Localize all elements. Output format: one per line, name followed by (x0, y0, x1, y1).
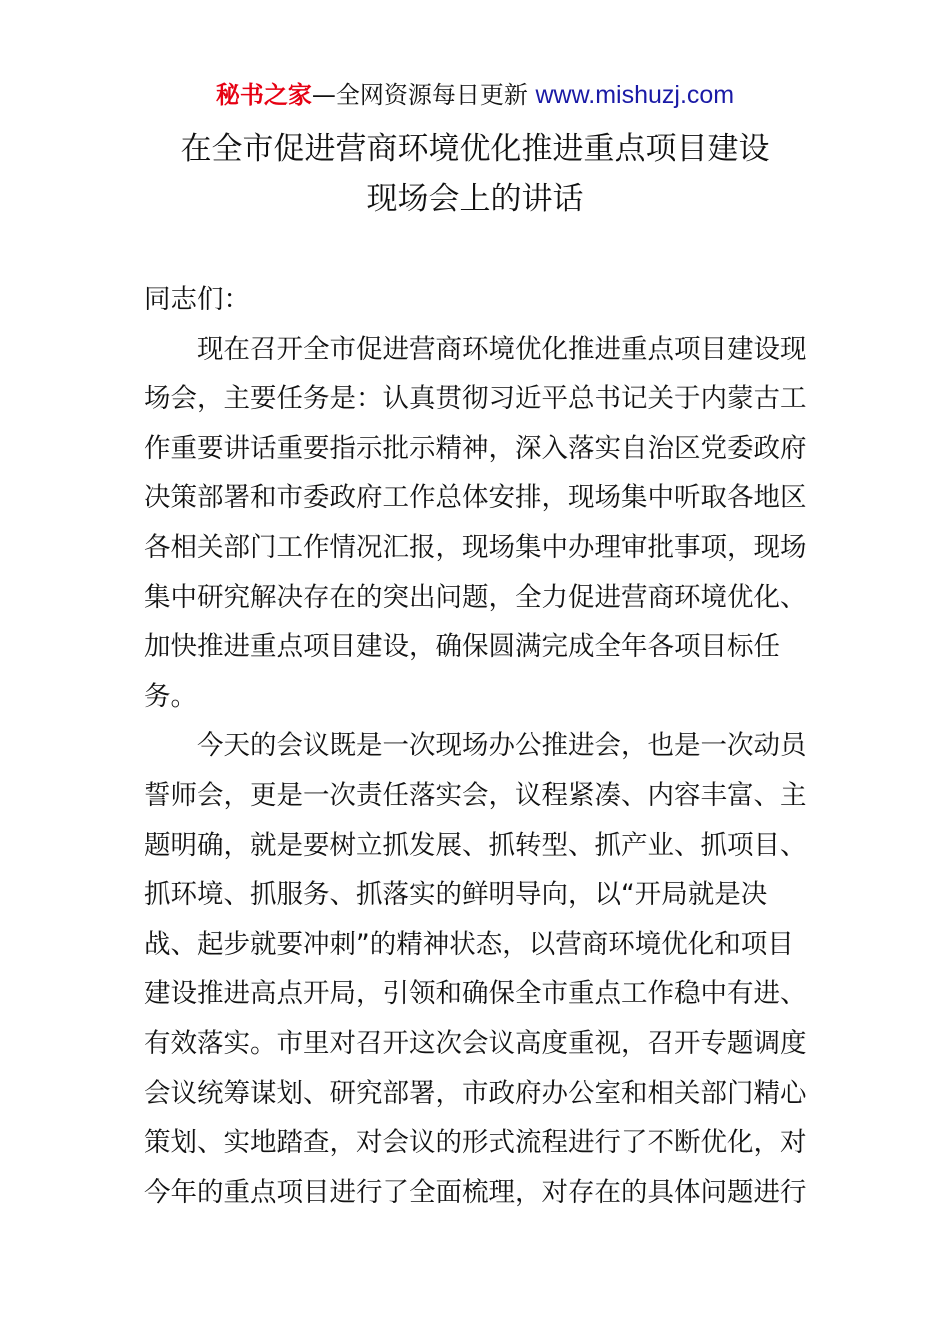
text-line: 战、起步就要冲刺”的精神状态，以营商环境优化和项目 (144, 928, 794, 960)
paragraph-1 (144, 325, 806, 722)
document-body (144, 275, 806, 1217)
text-line: 加快推进重点项目建设，确保圆满完成全年各项目标任 (144, 631, 780, 663)
brand-name: 秘书之家 (215, 81, 312, 109)
text-line: 作重要讲话重要指示批示精神，深入落实自治区党委政府 (144, 432, 807, 464)
site-url-link[interactable]: www.mishuzj.com (535, 81, 735, 109)
paragraph-2 (144, 721, 806, 1217)
text-line: 建设推进高点开局，引领和确保全市重点工作稳中有进、 (144, 978, 807, 1010)
text-line: 场会，主要任务是：认真贯彻习近平总书记关于内蒙古工 (144, 383, 807, 415)
text-line: 有效落实。市里对召开这次会议高度重视，召开专题调度 (144, 1027, 807, 1059)
text-line: 决策部署和市委政府工作总体安排，现场集中听取各地区 (144, 482, 807, 514)
text-line: 题明确，就是要树立抓发展、抓转型、抓产业、抓项目、 (144, 829, 807, 861)
text-line: 策划、实地踏查，对会议的形式流程进行了不断优化，对 (144, 1127, 807, 1159)
text-line: 今天的会议既是一次现场办公推进会，也是一次动员 (197, 730, 807, 762)
text-line: 会议统筹谋划、研究部署，市政府办公室和相关部门精心 (144, 1077, 807, 1109)
text-line: 现在召开全市促进营商环境优化推进重点项目建设现 (197, 333, 807, 365)
text-line: 抓环境、抓服务、抓落实的鲜明导向，以“开局就是决 (144, 879, 768, 911)
title-line-1: 在全市促进营商环境优化推进重点项目建设 (180, 131, 770, 167)
header-tagline: —全网资源每日更新 (311, 81, 528, 109)
text-line: 今年的重点项目进行了全面梳理，对存在的具体问题进行 (144, 1176, 807, 1208)
title-line-2: 现场会上的讲话 (366, 181, 584, 217)
salutation: 同志们： (144, 284, 250, 315)
text-line: 誓师会，更是一次责任落实会，议程紧凑、内容丰富、主 (144, 779, 807, 811)
site-header (0, 78, 950, 112)
text-line: 各相关部门工作情况汇报，现场集中办理审批事项，现场 (144, 531, 807, 563)
document-title (0, 124, 950, 224)
text-line: 务。 (144, 680, 197, 712)
text-line: 集中研究解决存在的突出问题，全力促进营商环境优化、 (144, 581, 807, 613)
